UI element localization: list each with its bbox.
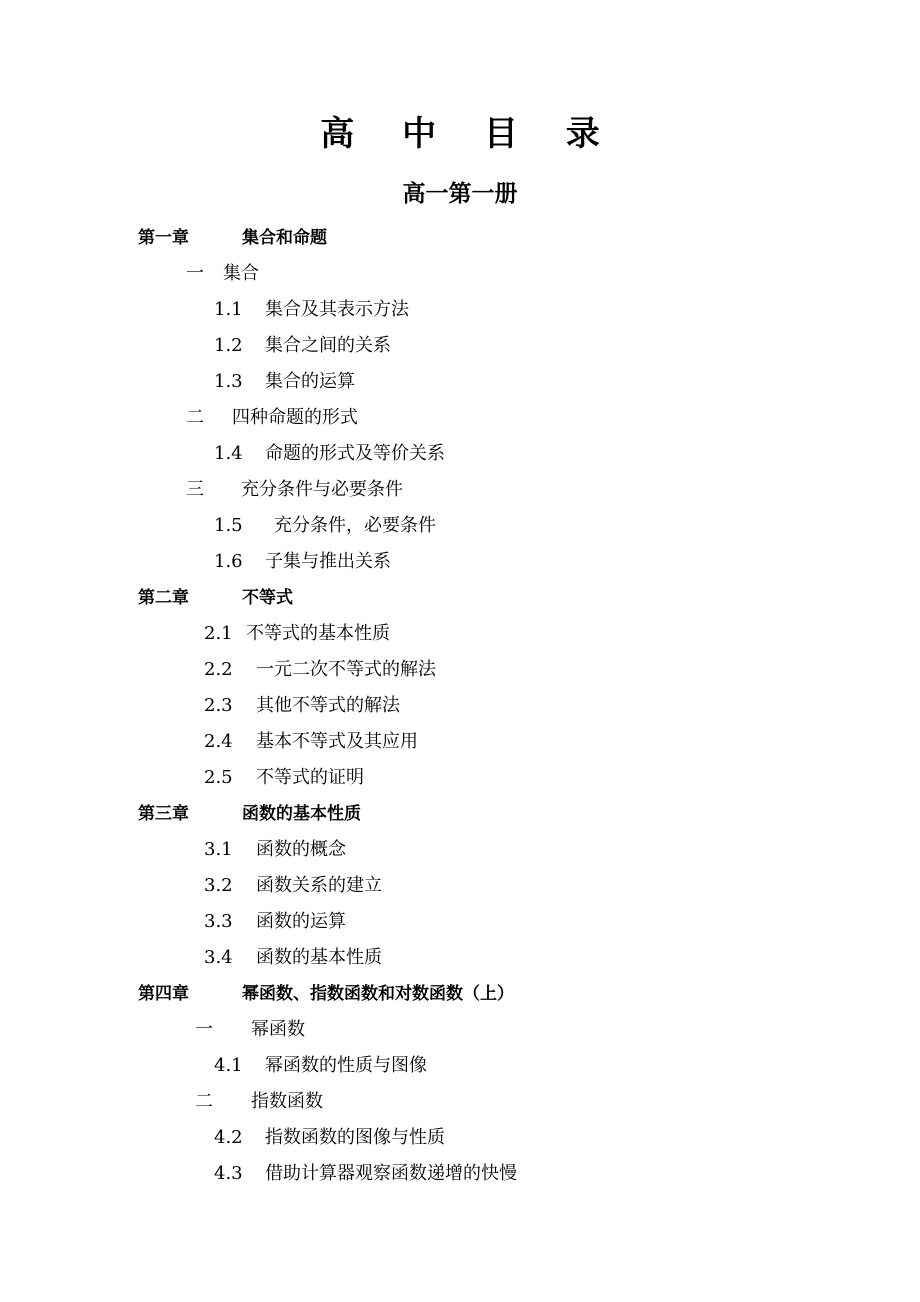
- section-title: 充分条件，必要条件: [274, 515, 436, 536]
- section-2-5[interactable]: [0, 760, 920, 796]
- section-1-1[interactable]: [0, 292, 920, 328]
- section-number: 1.3: [214, 371, 243, 392]
- section-2-1[interactable]: [0, 616, 920, 652]
- chapter-number: 第二章: [138, 588, 189, 608]
- part-title: 四种命题的形式: [232, 407, 358, 428]
- section-title: 命题的形式及等价关系: [265, 443, 445, 464]
- section-number: 4.1: [214, 1055, 243, 1076]
- table-of-contents: [0, 220, 920, 1192]
- page-subtitle: 高一第一册: [402, 180, 518, 207]
- section-2-3[interactable]: [0, 688, 920, 724]
- part-title: 充分条件与必要条件: [241, 479, 403, 500]
- part-1-3[interactable]: [0, 472, 920, 508]
- section-title: 指数函数的图像与性质: [265, 1127, 445, 1148]
- section-title: 幂函数的性质与图像: [265, 1055, 427, 1076]
- chapter-number: 第一章: [138, 228, 189, 248]
- part-number: 三: [186, 479, 204, 500]
- section-2-4[interactable]: [0, 724, 920, 760]
- section-number: 3.3: [204, 911, 233, 932]
- section-number: 1.1: [214, 299, 243, 320]
- section-title: 函数的基本性质: [256, 947, 382, 968]
- section-title: 一元二次不等式的解法: [256, 659, 436, 680]
- section-number: 3.1: [204, 839, 233, 860]
- part-number: 二: [195, 1091, 213, 1112]
- section-number: 1.6: [214, 551, 243, 572]
- section-title: 基本不等式及其应用: [256, 731, 418, 752]
- page-title: 高 中 目 录: [320, 114, 618, 154]
- section-2-2[interactable]: [0, 652, 920, 688]
- section-1-6[interactable]: [0, 544, 920, 580]
- section-title: 函数关系的建立: [256, 875, 382, 896]
- section-title: 函数的概念: [256, 839, 346, 860]
- part-title: 幂函数: [251, 1019, 305, 1040]
- section-1-4[interactable]: [0, 436, 920, 472]
- section-title: 集合及其表示方法: [265, 299, 409, 320]
- section-number: 2.4: [204, 731, 233, 752]
- section-1-2[interactable]: [0, 328, 920, 364]
- section-number: 2.3: [204, 695, 233, 716]
- section-number: 1.4: [214, 443, 243, 464]
- section-title: 不等式的基本性质: [246, 623, 390, 644]
- section-number: 4.3: [214, 1163, 243, 1184]
- section-title: 不等式的证明: [256, 767, 364, 788]
- section-3-4[interactable]: [0, 940, 920, 976]
- chapter-title: 集合和命题: [242, 228, 327, 248]
- part-title: 指数函数: [251, 1091, 323, 1112]
- part-number: 一: [195, 1019, 213, 1040]
- section-title: 函数的运算: [256, 911, 346, 932]
- section-number: 2.5: [204, 767, 233, 788]
- section-4-1[interactable]: [0, 1048, 920, 1084]
- part-number: 一: [186, 263, 204, 284]
- chapter-4[interactable]: [0, 976, 920, 1012]
- section-3-2[interactable]: [0, 868, 920, 904]
- section-number: 1.2: [214, 335, 243, 356]
- chapter-title: 函数的基本性质: [242, 804, 361, 824]
- section-number: 4.2: [214, 1127, 243, 1148]
- section-number: 3.4: [204, 947, 233, 968]
- section-1-5[interactable]: [0, 508, 920, 544]
- part-number: 二: [186, 407, 204, 428]
- section-number: 3.2: [204, 875, 233, 896]
- section-number: 2.2: [204, 659, 233, 680]
- part-title: 集合: [223, 263, 259, 284]
- section-4-3[interactable]: [0, 1156, 920, 1192]
- section-title: 子集与推出关系: [265, 551, 391, 572]
- chapter-title: 不等式: [242, 588, 293, 608]
- section-3-3[interactable]: [0, 904, 920, 940]
- section-title: 其他不等式的解法: [256, 695, 400, 716]
- section-title: 集合的运算: [265, 371, 355, 392]
- chapter-number: 第三章: [138, 804, 189, 824]
- section-4-2[interactable]: [0, 1120, 920, 1156]
- section-title: 集合之间的关系: [265, 335, 391, 356]
- part-4-1[interactable]: [0, 1012, 920, 1048]
- chapter-1[interactable]: [0, 220, 920, 256]
- section-title: 借助计算器观察函数递增的快慢: [265, 1163, 517, 1184]
- chapter-number: 第四章: [138, 984, 189, 1004]
- chapter-3[interactable]: [0, 796, 920, 832]
- chapter-title: 幂函数、指数函数和对数函数（上）: [242, 984, 514, 1004]
- section-number: 1.5: [214, 515, 243, 536]
- section-1-3[interactable]: [0, 364, 920, 400]
- section-3-1[interactable]: [0, 832, 920, 868]
- chapter-2[interactable]: [0, 580, 920, 616]
- part-4-2[interactable]: [0, 1084, 920, 1120]
- part-1-1[interactable]: [0, 256, 920, 292]
- part-1-2[interactable]: [0, 400, 920, 436]
- section-number: 2.1: [204, 623, 233, 644]
